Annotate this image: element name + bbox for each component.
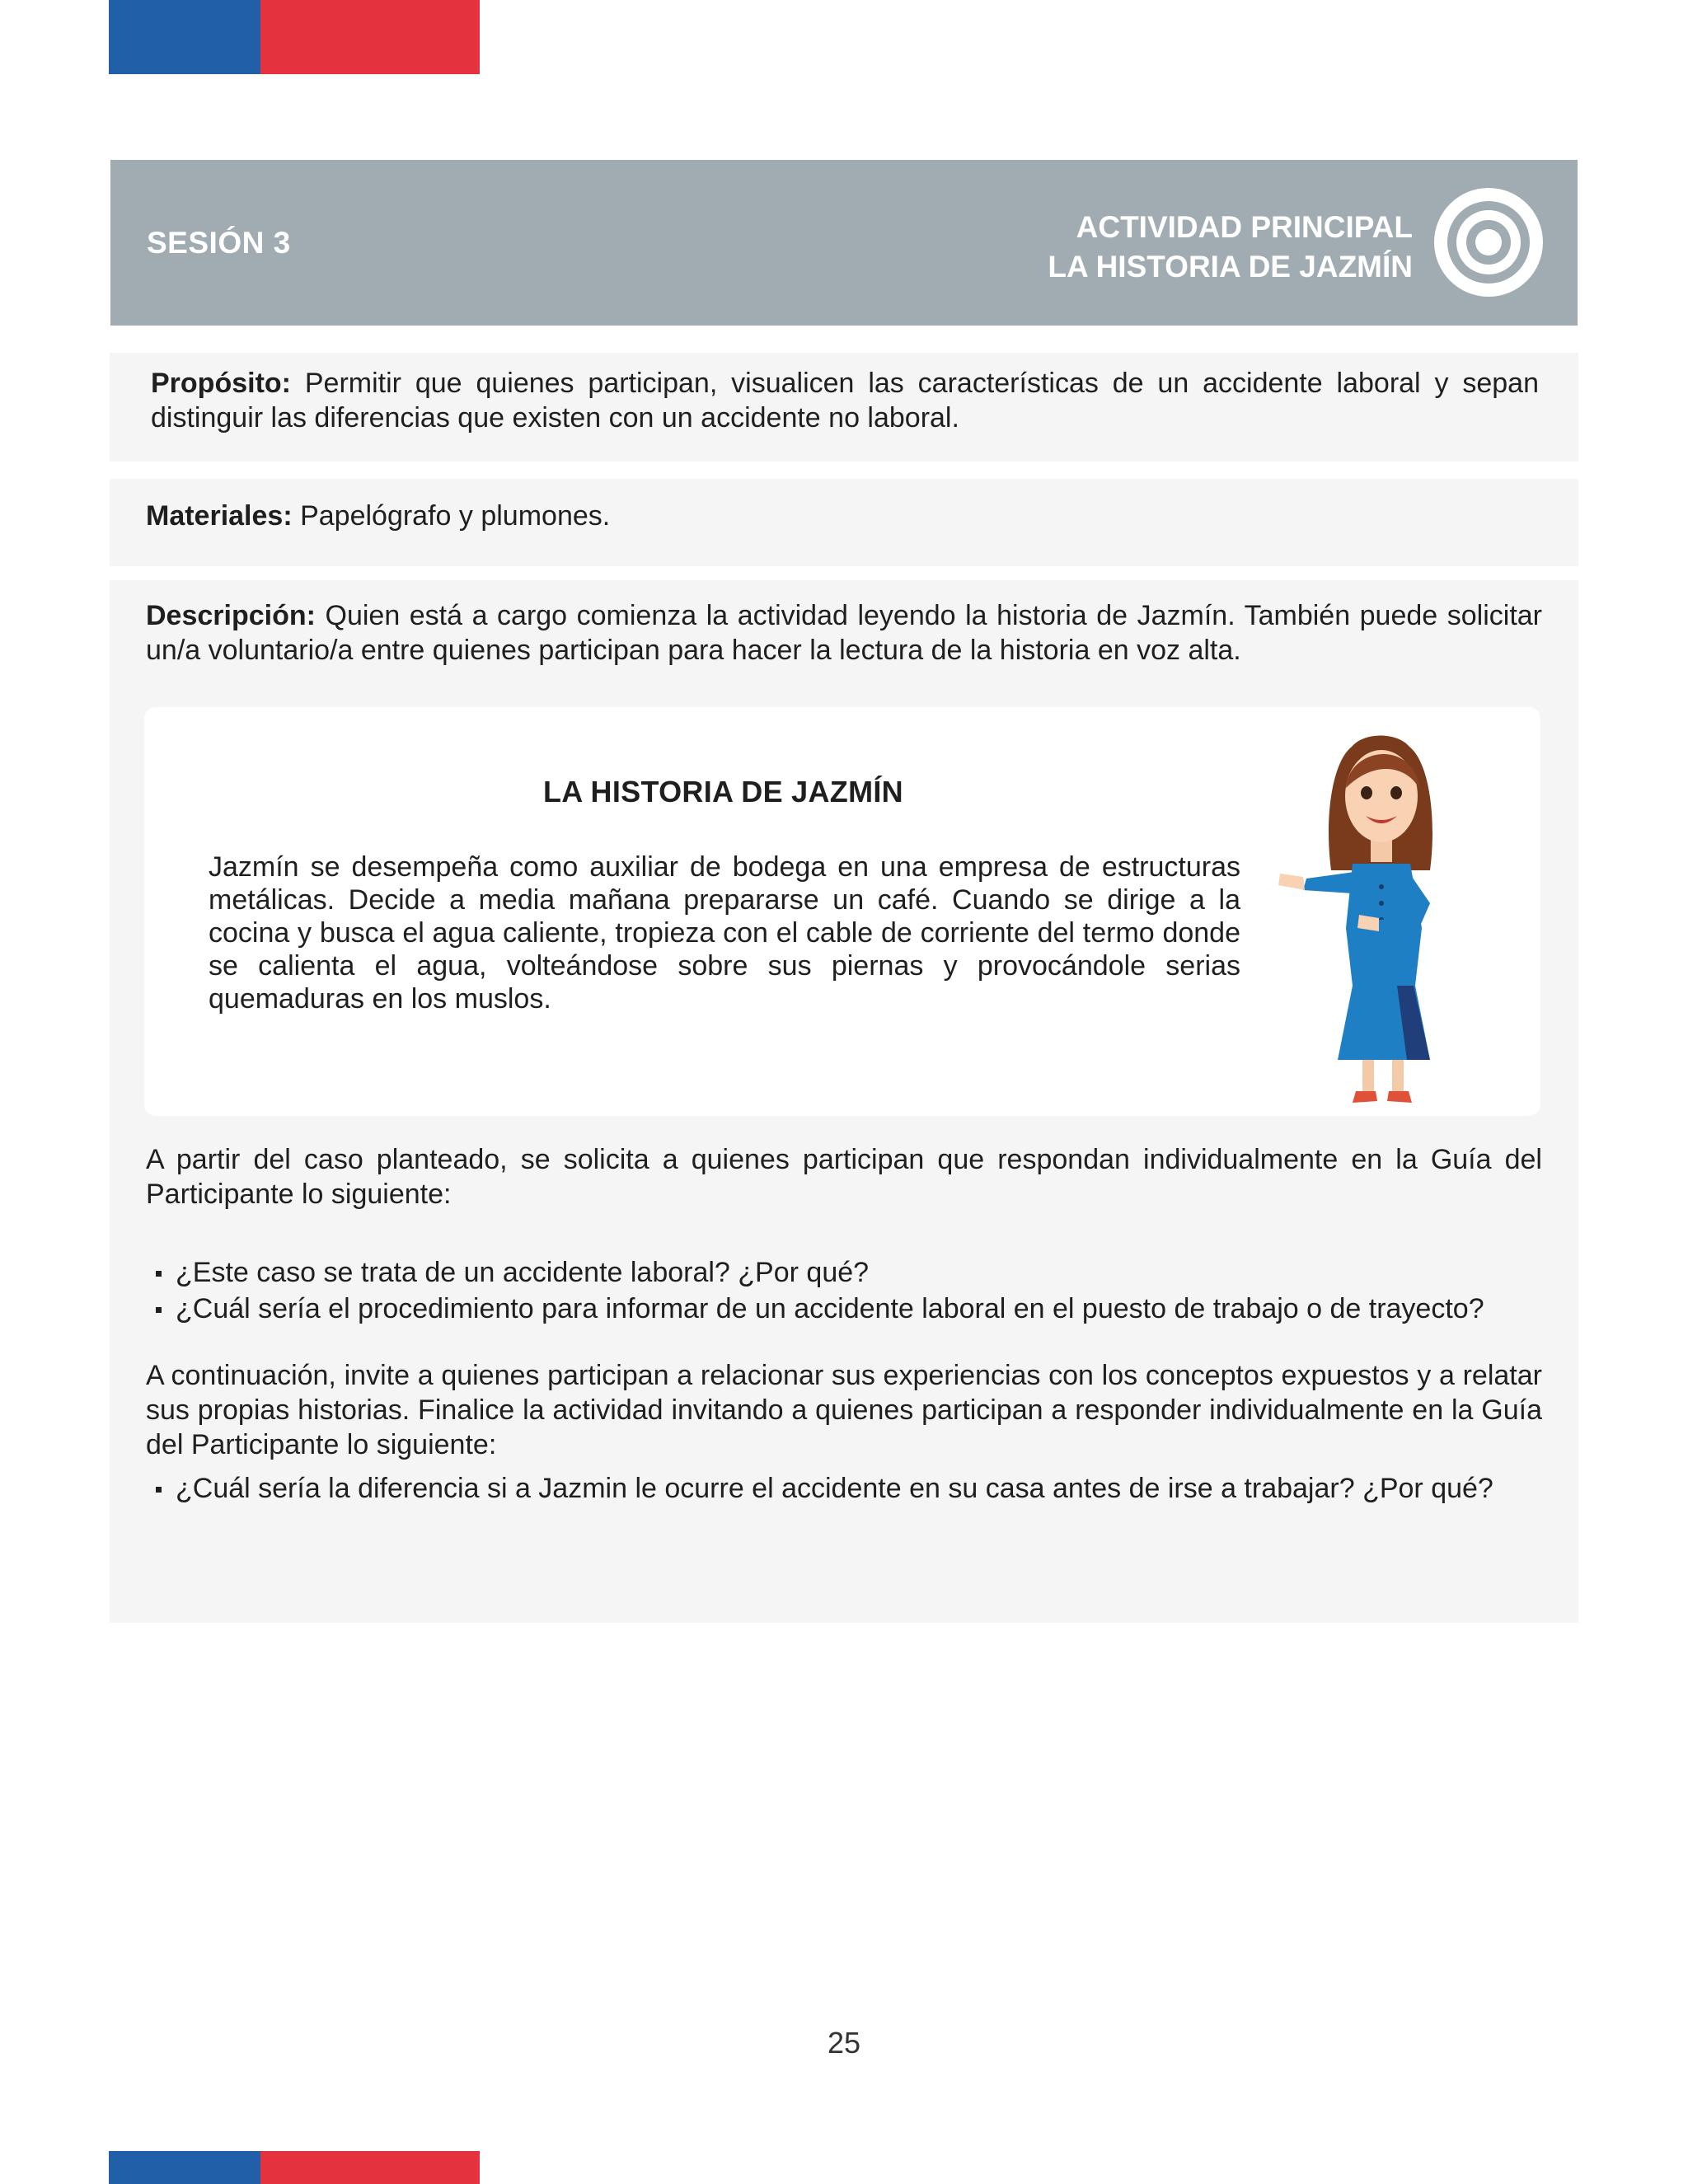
purpose-box	[110, 353, 1578, 462]
purpose-paragraph	[151, 366, 1539, 435]
activity-line-2: LA HISTORIA DE JAZMÍN	[1048, 250, 1413, 284]
session-header	[110, 160, 1578, 326]
woman-presenting-illustration	[1273, 714, 1496, 1109]
flag-red-block	[260, 2151, 480, 2184]
description-box	[110, 580, 1578, 1623]
materials-label: Materiales:	[146, 500, 293, 532]
intro-paragraph: A partir del caso planteado, se solicita a quienes participan que respondan individualmente en la Guía del Participante lo siguiente:	[146, 1144, 1542, 1210]
description-text: Quien está a cargo comienza la actividad leyendo la historia de Jazmín. También puede solicitar un/a voluntario/a entre quienes participan para hacer la lectura de la historia en voz alta.	[146, 600, 1542, 666]
flag-red-block	[260, 0, 480, 74]
description-paragraph	[146, 598, 1542, 668]
list-item: ¿Cuál sería la diferencia si a Jazmin le ocurre el accidente en su casa antes de irse a trabajar? ¿Por qué?	[146, 1470, 1542, 1507]
description-label: Descripción:	[146, 600, 316, 631]
activity-title	[1048, 208, 1413, 287]
flag-blue-block	[109, 2151, 260, 2184]
questions-list	[146, 1254, 1542, 1327]
list-item: ¿Cuál sería el procedimiento para informar de un accidente laboral en el puesto de trabajo o de trayecto?	[146, 1291, 1542, 1327]
flag-blue-block	[109, 0, 260, 74]
page-number: 25	[827, 2026, 861, 2060]
session-label: SESIÓN 3	[147, 226, 291, 260]
story-text: Jazmín se desempeña como auxiliar de bodega en una empresa de estructuras metálicas. Decide a media mañana prepararse un café. Cuando se dirige a la cocina y busca el agua caliente, tropieza con el cable de corriente del termo donde se calienta el agua, volteándose sobre sus piernas y provocándole serias quemaduras en los muslos.	[209, 851, 1240, 1015]
story-card	[144, 707, 1540, 1116]
flag-stripe-top	[109, 0, 480, 74]
story-title: LA HISTORIA DE JAZMÍN	[543, 775, 903, 808]
materials-text: Papelógrafo y plumones.	[292, 500, 611, 532]
purpose-label: Propósito:	[151, 368, 291, 399]
purpose-text: Permitir que quienes participan, visualicen las características de un accidente laboral y sepan distinguir las diferencias que existen con un accidente no laboral.	[151, 368, 1539, 434]
target-icon	[1432, 186, 1545, 298]
followup-paragraph: A continuación, invite a quienes participan a relacionar sus experiencias con los conceptos expuestos y a relatar sus propias historias. Finalice la actividad invitando a quienes participan a responder individualmente en la Guía del Participante lo siguiente:	[146, 1360, 1542, 1460]
materials-paragraph	[146, 499, 1542, 533]
flag-stripe-bottom	[109, 2151, 480, 2184]
activity-line-1: ACTIVIDAD PRINCIPAL	[1076, 210, 1413, 244]
materials-box	[110, 479, 1578, 566]
final-questions-list	[146, 1470, 1542, 1507]
list-item: ¿Este caso se trata de un accidente laboral? ¿Por qué?	[146, 1254, 1542, 1291]
